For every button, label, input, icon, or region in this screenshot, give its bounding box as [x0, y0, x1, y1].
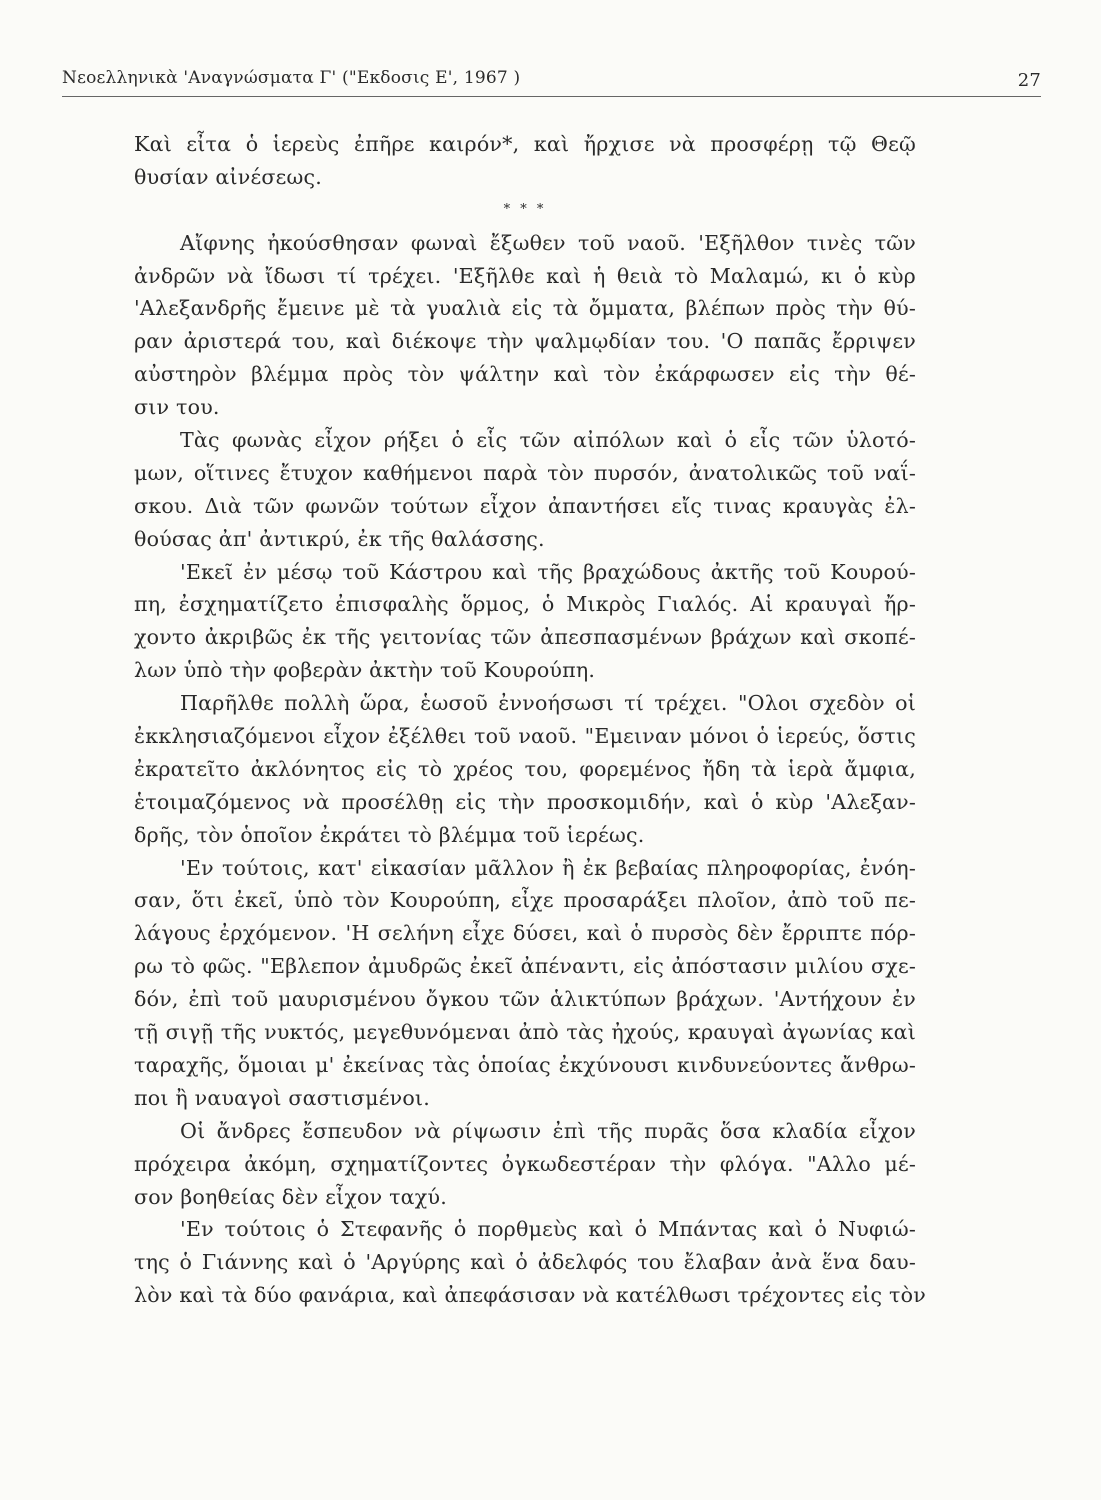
body-text	[134, 128, 926, 1312]
text-line: θούσας ἀπ' ἀντικρύ, ἐκ τῆς θαλάσσης.	[134, 526, 545, 551]
text-line: Τὰς φωνὰς εἶχον ρήξει ὁ εἷς τῶν αἰπόλων καὶ ὁ εἷς τῶν ὑλοτό-	[180, 428, 916, 453]
text-line: ἐκρατεῖτο ἀκλόνητος εἰς τὸ χρέος του, φορεμένος ἤδη τὰ ἱερὰ ἄμφια,	[134, 756, 916, 781]
paragraph	[134, 1213, 926, 1312]
header-title: Νεοελληνικὰ 'Αναγνώσματα Γ' ("Εκδοσις Ε', 1967 )	[62, 68, 521, 88]
text-line: τῇ σιγῇ τῆς νυκτός, μεγεθυνόμεναι ἀπὸ τὰς ἠχούς, κραυγαὶ ἀγωνίας καὶ	[134, 1020, 916, 1045]
paragraph	[134, 1115, 916, 1214]
text-line: Αἴφνης ἠκούσθησαν φωναὶ ἔξωθεν τοῦ ναοῦ. 'Εξῆλθον τινὲς τῶν	[180, 230, 916, 255]
text-line: σιν του.	[134, 395, 220, 420]
page-number: 27	[1017, 70, 1041, 91]
text-line: πη, ἐσχηματίζετο ἐπισφαλὴς ὅρμος, ὁ Μικρὸς Γιαλός. Αἱ κραυγαὶ ἤρ-	[134, 592, 916, 617]
text-line: 'Εκεῖ ἐν μέσῳ τοῦ Κάστρου καὶ τῆς βραχώδους ἀκτῆς τοῦ Κουρού-	[180, 559, 916, 584]
text-line: Παρῆλθε πολλὴ ὥρα, ἑωσοῦ ἐννοήσωσι τί τρέχει. "Ολοι σχεδὸν οἱ	[180, 691, 916, 716]
text-line: μων, οἵτινες ἔτυχον καθήμενοι παρὰ τὸν πυρσόν, ἀνατολικῶς τοῦ ναΐ-	[134, 460, 916, 485]
text-line: 'Εν τούτοις, κατ' εἰκασίαν μᾶλλον ἢ ἐκ βεβαίας πληροφορίας, ἐνόη-	[180, 855, 916, 880]
text-line: ρω τὸ φῶς. "Εβλεπον ἀμυδρῶς ἐκεῖ ἀπέναντι, εἰς ἀπόστασιν μιλίου σχε-	[134, 954, 916, 979]
paragraph	[134, 227, 916, 424]
text-line: σαν, ὅτι ἐκεῖ, ὑπὸ τὸν Κουρούπη, εἶχε προσαράξει πλοῖον, ἀπὸ τοῦ πε-	[134, 888, 916, 913]
paragraph	[134, 852, 916, 1115]
section-separator: * * *	[503, 201, 547, 217]
text-line: λὸν καὶ τὰ δύο φανάρια, καὶ ἀπεφάσισαν νὰ κατέλθωσι τρέχοντες εἰς τὸν	[134, 1283, 926, 1308]
text-line: δόν, ἐπὶ τοῦ μαυρισμένου ὄγκου τῶν ἁλικτύπων βράχων. 'Αντήχουν ἐν	[134, 987, 916, 1012]
text-line: ταραχῆς, ὅμοιαι μ' ἐκείνας τὰς ὁποίας ἐκχύνουσι κινδυνεύοντες ἄνθρω-	[134, 1052, 916, 1077]
text-line: Καὶ εἶτα ὁ ἱερεὺς ἐπῆρε καιρόν*, καὶ ἤρχισε νὰ προσφέρῃ τῷ Θεῷ	[134, 132, 916, 156]
running-header	[62, 60, 1041, 97]
text-line: σον βοηθείας δὲν εἶχον ταχύ.	[134, 1184, 447, 1209]
paragraph	[134, 424, 916, 556]
text-line: χοντο ἀκριβῶς ἐκ τῆς γειτονίας τῶν ἀπεσπασμένων βράχων καὶ σκοπέ-	[134, 625, 916, 650]
text-line: ποι ἢ ναυαγοὶ σαστισμένοι.	[134, 1085, 430, 1110]
text-line: πρόχειρα ἀκόμη, σχηματίζοντες ὀγκωδεστέραν τὴν φλόγα. "Αλλο μέ-	[134, 1151, 916, 1176]
text-line: ραν ἀριστερά του, καὶ διέκοψε τὴν ψαλμῳδίαν του. 'Ο παπᾶς ἔρριψεν	[134, 329, 916, 354]
text-line: σκου. Διὰ τῶν φωνῶν τούτων εἶχον ἀπαντήσει εἴς τινας κραυγὰς ἐλ-	[134, 493, 916, 518]
text-line: 'Εν τούτοις ὁ Στεφανῆς ὁ πορθμεὺς καὶ ὁ Μπάντας καὶ ὁ Νυφιώ-	[180, 1217, 916, 1242]
text-line: ἑτοιμαζόμενος νὰ προσέλθῃ εἰς τὴν προσκομιδήν, καὶ ὁ κὺρ 'Αλεξαν-	[134, 789, 916, 814]
text-line: της ὁ Γιάννης καὶ ὁ 'Αργύρης καὶ ὁ ἀδελφός του ἔλαβαν ἀνὰ ἕνα δαυ-	[134, 1250, 916, 1275]
text-line: 'Αλεξανδρῆς ἔμεινε μὲ τὰ γυαλιὰ εἰς τὰ ὄμματα, βλέπων πρὸς τὴν θύ-	[134, 296, 916, 321]
text-line: Οἱ ἄνδρες ἔσπευδον νὰ ρίψωσιν ἐπὶ τῆς πυρᾶς ὅσα κλαδία εἶχον	[180, 1118, 916, 1143]
text-line: ἐκκλησιαζόμενοι εἶχον ἐξέλθει τοῦ ναοῦ. "Εμειναν μόνοι ὁ ἱερεύς, ὅστις	[134, 724, 916, 749]
text-line: θυσίαν αἰνέσεως.	[134, 164, 322, 189]
paragraph	[134, 556, 916, 688]
text-line: λων ὑπὸ τὴν φοβερὰν ἀκτὴν τοῦ Κουρούπη.	[134, 658, 596, 683]
paragraph	[134, 687, 916, 851]
text-line: δρῆς, τὸν ὁποῖον ἐκράτει τὸ βλέμμα τοῦ ἱερέως.	[134, 822, 645, 847]
text-line: αὐστηρὸν βλέμμα πρὸς τὸν ψάλτην καὶ τὸν ἐκάρφωσεν εἰς τὴν θέ-	[134, 362, 916, 387]
text-line: ἀνδρῶν νὰ ἴδωσι τί τρέχει. 'Εξῆλθε καὶ ἡ θειὰ τὸ Μαλαμώ, κι ὁ κὺρ	[134, 263, 916, 288]
text-line: λάγους ἐρχόμενον. 'Η σελήνη εἶχε δύσει, καὶ ὁ πυρσὸς δὲν ἔρριπτε πόρ-	[134, 921, 916, 946]
paragraph	[134, 128, 916, 194]
